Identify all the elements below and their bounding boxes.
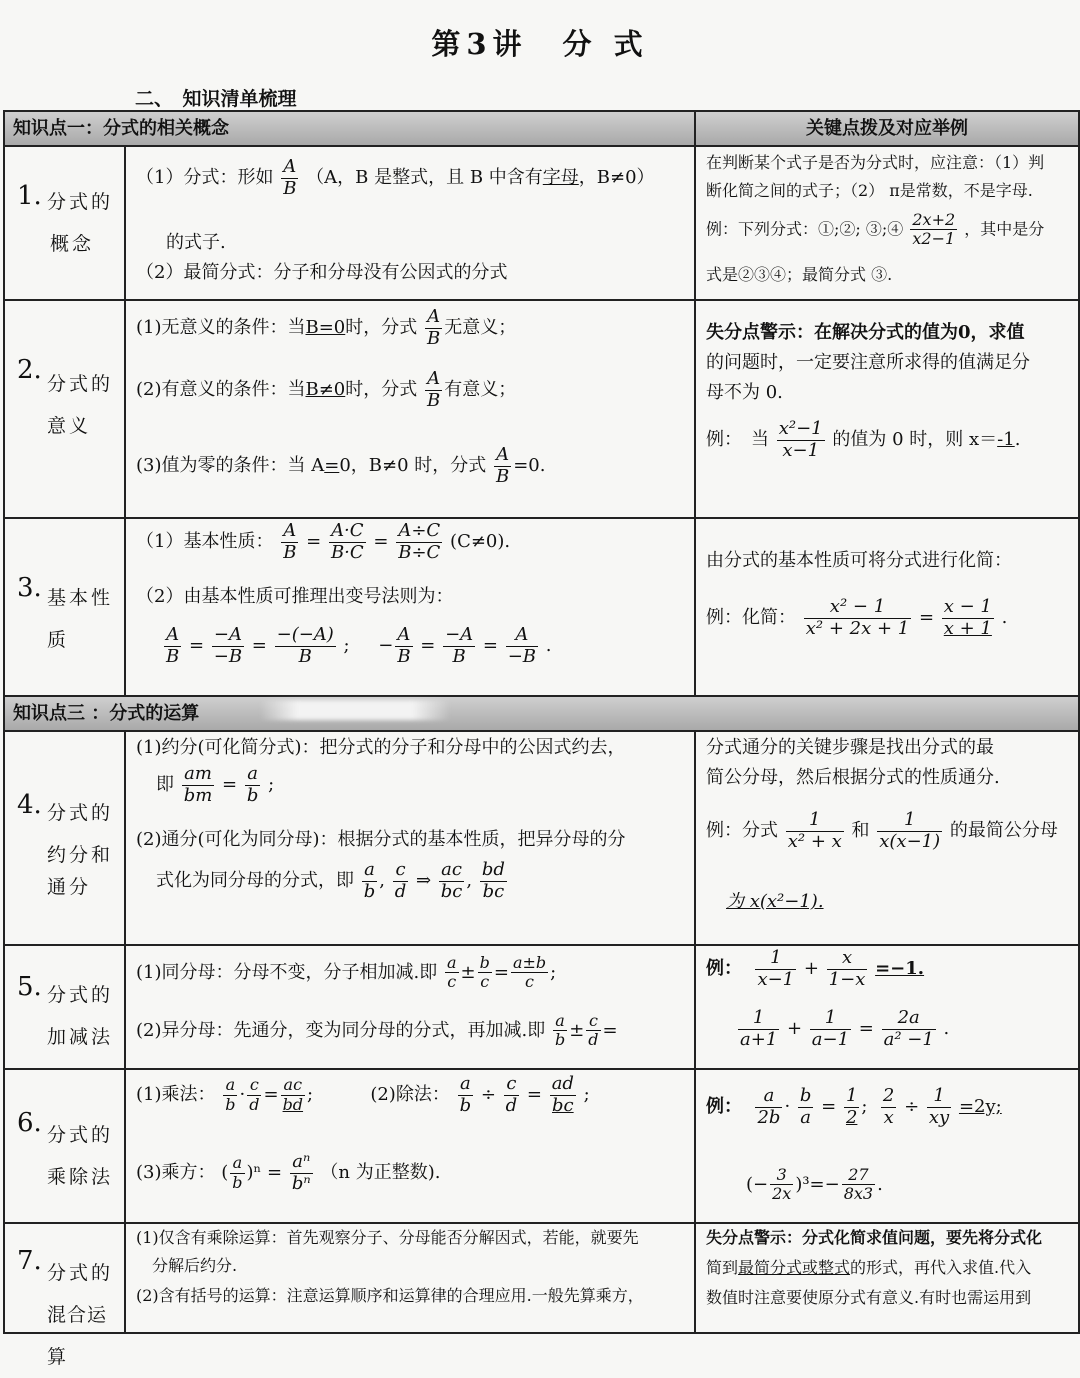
row-label: 基本性 bbox=[47, 587, 114, 609]
property-line: （2）由基本性质可推理出变号法则为： bbox=[136, 586, 454, 607]
example-text: 例： $\frac{a}{2b}$ · $\frac{b}{a}$ = $\frac{1}{2}$ ; $\frac{2}{x}$ ÷ $\frac{1}{xy}$ =2y; bbox=[706, 1085, 1002, 1128]
concept-text: （2）最简分式：分子和分母没有公因式的分式 bbox=[136, 262, 508, 283]
note-text: 式是②③④；最简分式 ③. bbox=[706, 265, 893, 284]
row-label: 分式的 bbox=[47, 1124, 114, 1146]
table-row bbox=[4, 146, 1079, 300]
row-number: 1. bbox=[17, 181, 42, 211]
row-label: 混合运算 bbox=[47, 1304, 108, 1368]
row-label: 分式的 bbox=[47, 373, 114, 395]
note-text: 在判断某个式子是否为分式时，应注意：（1）判 bbox=[706, 153, 1045, 172]
row-label: 分式的 bbox=[47, 191, 114, 213]
warning-text: 简到最简分式或整式的形式，再代入求值.代入 bbox=[706, 1258, 1032, 1277]
page-title: 第3讲 分 式 bbox=[431, 27, 649, 61]
property-line: （1）基本性质： $\frac{A}{B}$ = $\frac{A\cdot C}{B\cdot C}$ = $\frac{A\div C}{B\div C}$ (C≠0). bbox=[136, 520, 511, 563]
warning-text: 的问题时，一定要注意所求得的值满足分 bbox=[706, 352, 1030, 373]
operation-text: (2)含有括号的运算：注意运算顺序和运算律的合理应用.一般先算乘方， bbox=[136, 1286, 644, 1305]
warning-text: 母不为 0. bbox=[706, 382, 783, 403]
operation-formula: 式化为同分母的分式，即 $\frac{a}{b}$ , $\frac{c}{d}$ ⇒ $\frac{ac}{bc}$ , $\frac{bd}{bc}$ bbox=[156, 859, 505, 902]
example-text: 例： 当 $\frac{\text{x²−1}}{x-1}$ 的值为 0 时，则 x＝-1. bbox=[706, 418, 1021, 461]
operation-text: (1)约分(可化简分式)：把分式的分子和分母中的公因式约去， bbox=[136, 737, 626, 758]
table-row bbox=[4, 731, 1079, 945]
section-subtitle: 二、 知识清单梳理 bbox=[135, 88, 297, 110]
table-row bbox=[4, 518, 1079, 696]
concept-text: 的式子. bbox=[166, 232, 226, 253]
operation-formula: (1)乘法： $\frac{a}{b}$ · $\frac{c}{d}$ = $\frac{ac}{bd}$ ; (2)除法： $\frac{a}{b}$ ÷ $\frac{c}{d}$ = $\frac{ad}{bc}$ ; bbox=[136, 1073, 590, 1116]
example-text: 例：分式 $\frac{1}{\text{x² + x}}$ 和 $\frac{1}{x(x-1)}$ 的最简公分母 bbox=[706, 809, 1058, 852]
table-row bbox=[4, 1069, 1079, 1223]
row-number: 5. bbox=[17, 972, 42, 1002]
header-kp1: 知识点一：分式的相关概念 bbox=[4, 111, 695, 146]
warning-text: 数值时注意要使原分式有意义.有时也需运用到 bbox=[706, 1288, 1032, 1307]
operation-text: (1)仅含有乘除运算：首先观察分子、分母能否分解因式，若能，就要先 bbox=[136, 1228, 639, 1247]
operation-formula: (3)乘方： ( $\frac{a}{b}$ )ⁿ = $\frac{\text{aⁿ}}{\text{bⁿ}}$ （n 为正整数). bbox=[136, 1151, 441, 1194]
row-label: 分式的 bbox=[47, 984, 114, 1006]
operation-text: (2)通分(可化为同分母)：根据分式的基本性质，把异分母的分 bbox=[136, 829, 626, 850]
operation-formula: (1)同分母：分母不变，分子相加减.即 $\frac{a}{c}$ ± $\frac{b}{c}$ = $\frac{a\pm b}{c}$ ; bbox=[136, 953, 557, 992]
meaning-line: (1)无意义的条件：当B=0时，分式 $\frac{A}{B}$ 无意义； bbox=[136, 306, 517, 349]
note-text: 简公分母，然后根据分式的性质通分. bbox=[706, 767, 1000, 788]
note-text: 由分式的基本性质可将分式进行化简： bbox=[706, 550, 1012, 571]
row-label: 分式的 bbox=[47, 1262, 114, 1284]
header-key-points: 关键点拨及对应举例 bbox=[695, 111, 1079, 146]
meaning-line: (3)值为零的条件：当 A=0，B≠0 时，分式 $\frac{A}{B}$ =0. bbox=[136, 444, 546, 487]
operation-formula: (2)异分母：先通分，变为同分母的分式，再加减.即 $\frac{a}{b}$ ± $\frac{c}{d}$ = bbox=[136, 1011, 618, 1050]
table-row bbox=[4, 1223, 1079, 1333]
row-label: 概念 bbox=[50, 233, 95, 255]
example-answer: 为 x(x²−1). bbox=[726, 891, 824, 912]
header-kp3: 知识点三 ：分式的运算 bbox=[4, 696, 1079, 731]
warning-text: 失分点警示：分式化简求值问题，要先将分式化 bbox=[706, 1228, 1043, 1247]
row-label: 分式的 bbox=[47, 802, 114, 824]
row-label: 加减法 bbox=[47, 1026, 114, 1048]
row-number: 7. bbox=[17, 1246, 42, 1276]
concept-definition: （1）分式：形如 $\frac{A}{B}$ （A，B 是整式，且 B 中含有字母，B≠0） bbox=[136, 156, 655, 199]
sign-rule: $\frac{A}{B}$ = $\frac{-A}{-B}$ = $\frac{-(-A)}{B}$ ; − $\frac{A}{B}$ = $\frac{-A}{B}$ = $\frac{A}{-B}$ . bbox=[166, 624, 552, 667]
warning-text: 失分点警示：在解决分式的值为0，求值 bbox=[706, 322, 1025, 343]
operation-text: 分解后约分. bbox=[152, 1256, 238, 1275]
row-label: 意义 bbox=[47, 415, 92, 437]
knowledge-table bbox=[3, 110, 1080, 1368]
table-row bbox=[4, 945, 1079, 1069]
row-label: 通分 bbox=[47, 876, 92, 898]
row-number: 2. bbox=[17, 355, 42, 385]
example-text: 例：下列分式：①;②; ③;④ $\frac{2x+2}{x2-1}$ ，其中是分 bbox=[706, 210, 1045, 249]
row-label: 乘除法 bbox=[47, 1166, 114, 1188]
row-label: 质 bbox=[47, 629, 70, 651]
example-text: 例： $\frac{1}{x-1}$ + $\frac{x}{1-x}$ =−1. bbox=[706, 947, 925, 990]
table-row bbox=[4, 300, 1079, 518]
row-label: 约分和 bbox=[47, 844, 114, 866]
note-text: 断化简之间的式子；（2） π是常数，不是字母. bbox=[706, 181, 1033, 200]
example-text: 例：化简： $\frac{\text{x² − 1}}{\text{x² + 2x + 1}}$ = $\frac{x - 1}{x + 1}$ . bbox=[706, 596, 1008, 639]
note-text: 分式通分的关键步骤是找出分式的最 bbox=[706, 737, 994, 758]
operation-formula: 即 $\frac{am}{bm}$ = $\frac{a}{b}$ ; bbox=[156, 763, 275, 806]
row-number: 6. bbox=[17, 1108, 42, 1138]
example-formula: $\frac{1}{a+1}$ + $\frac{1}{a-1}$ = $\frac{2a}{\text{a² −1}}$ . bbox=[740, 1007, 950, 1050]
row-number: 4. bbox=[17, 790, 42, 820]
meaning-line: (2)有意义的条件：当B≠0时，分式 $\frac{A}{B}$ 有意义； bbox=[136, 368, 517, 411]
row-number: 3. bbox=[17, 573, 42, 603]
example-formula: (− $\frac{3}{2x}$ )³=− $\frac{27}{8x3}$ . bbox=[746, 1165, 883, 1204]
